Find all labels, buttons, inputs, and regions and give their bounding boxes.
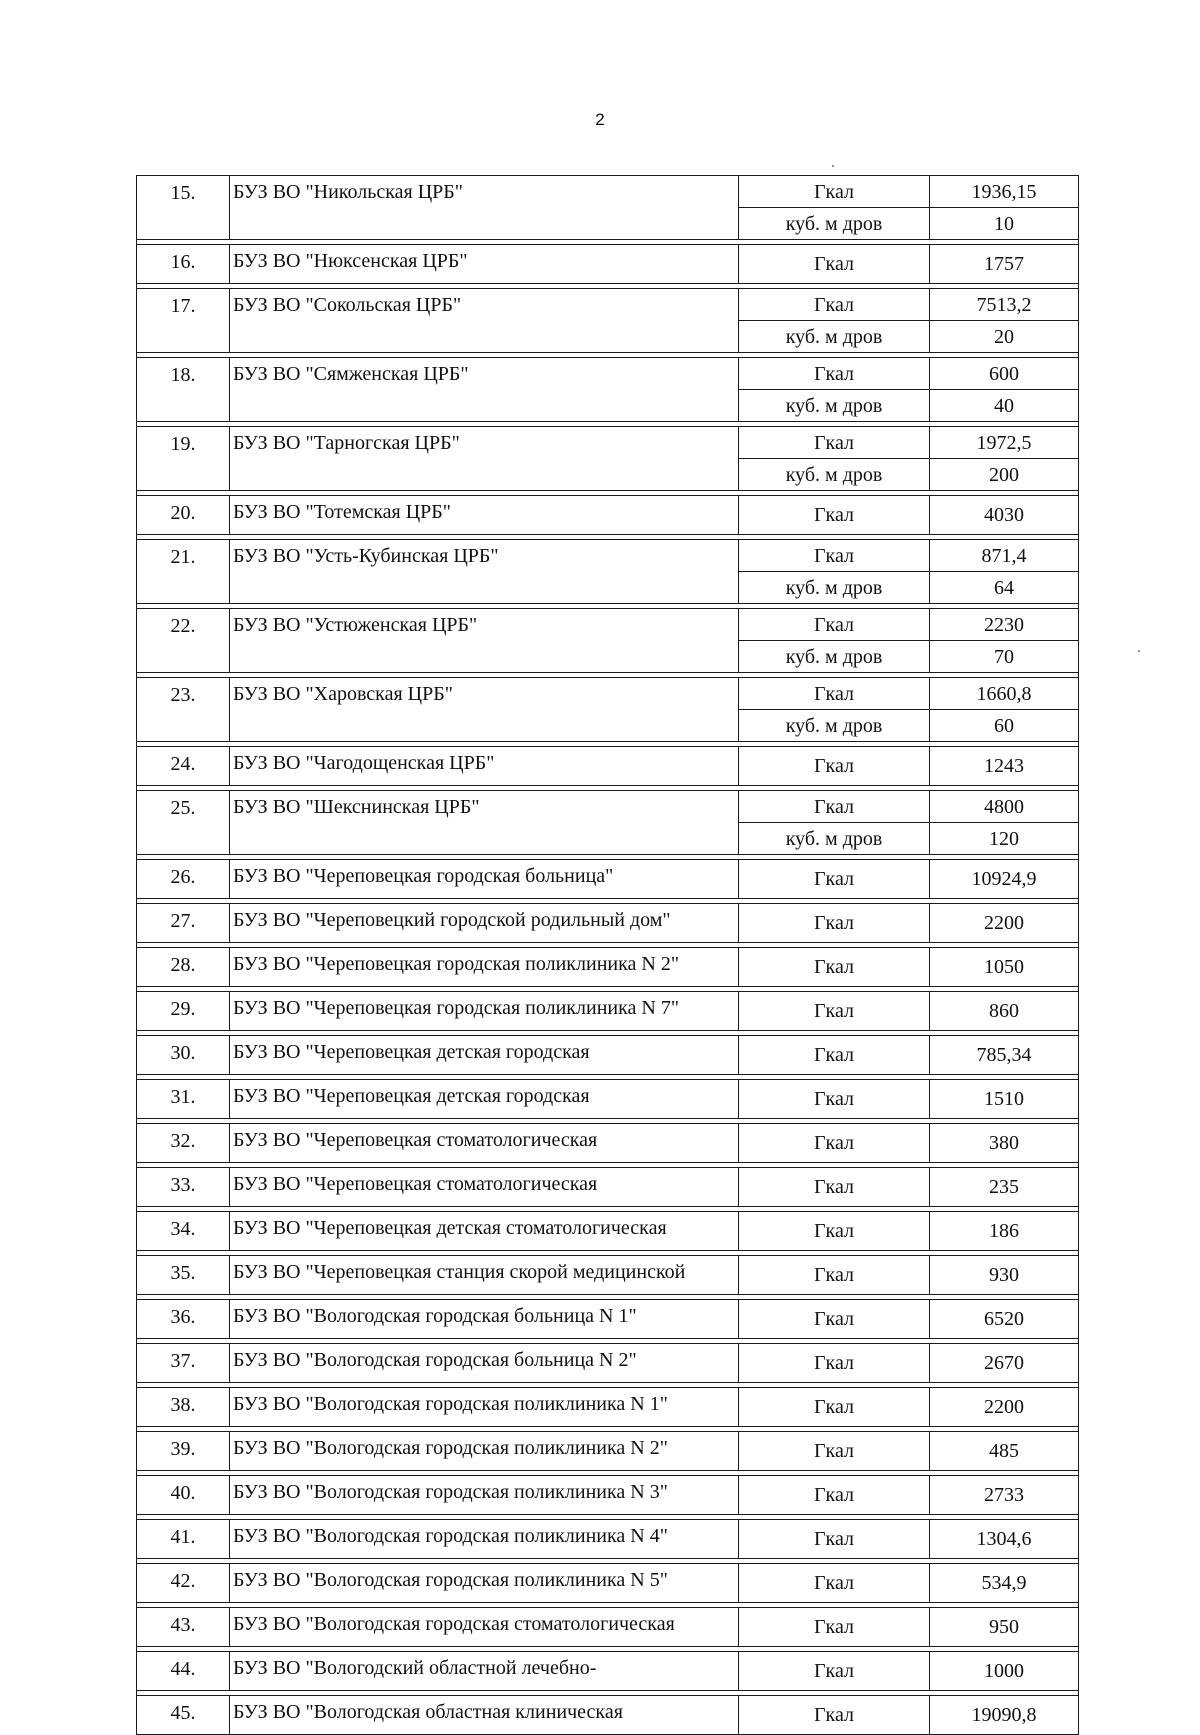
unit-cell: Гкал <box>739 747 930 786</box>
table-row <box>137 1388 1079 1427</box>
unit-cell: куб. м дров <box>739 321 930 353</box>
row-number: 24. <box>137 747 230 786</box>
institution-name: БУЗ ВО "Устюженская ЦРБ" <box>230 609 739 673</box>
unit-cell: Гкал <box>739 1476 930 1515</box>
institution-name: БУЗ ВО "Череповецкая детская стоматологическая <box>230 1212 739 1251</box>
institution-name: БУЗ ВО "Тарногская ЦРБ" <box>230 427 739 491</box>
institution-name: БУЗ ВО "Усть-Кубинская ЦРБ" <box>230 540 739 604</box>
unit-cell: Гкал <box>739 1652 930 1691</box>
value-cell: 1304,6 <box>930 1520 1079 1559</box>
unit-cell: Гкал <box>739 358 930 390</box>
institution-name: БУЗ ВО "Череповецкая станция скорой медицинской <box>230 1256 739 1295</box>
table-row <box>137 1432 1079 1471</box>
row-number: 21. <box>137 540 230 604</box>
value-cell: 2200 <box>930 904 1079 943</box>
table-row <box>137 1608 1079 1647</box>
unit-cell: Гкал <box>739 1036 930 1075</box>
row-number: 43. <box>137 1608 230 1647</box>
unit-cell: Гкал <box>739 1168 930 1207</box>
table-row <box>137 427 1079 459</box>
unit-cell: Гкал <box>739 1608 930 1647</box>
institution-name: БУЗ ВО "Вологодская городская больница N 2" <box>230 1344 739 1383</box>
institution-name: БУЗ ВО "Вологодский областной лечебно- <box>230 1652 739 1691</box>
unit-cell: Гкал <box>739 1696 930 1735</box>
institution-name: БУЗ ВО "Череповецкая городская больница" <box>230 860 739 899</box>
table-row <box>137 496 1079 535</box>
table-row <box>137 904 1079 943</box>
table-body <box>137 176 1079 1735</box>
value-cell: 380 <box>930 1124 1079 1163</box>
value-cell: 7513,2 <box>930 289 1079 321</box>
table-row <box>137 860 1079 899</box>
row-number: 44. <box>137 1652 230 1691</box>
value-cell: 950 <box>930 1608 1079 1647</box>
row-number: 26. <box>137 860 230 899</box>
institution-name: БУЗ ВО "Вологодская городская поликлиника N 2" <box>230 1432 739 1471</box>
table-row <box>137 540 1079 572</box>
unit-cell: Гкал <box>739 1432 930 1471</box>
value-cell: 40 <box>930 390 1079 422</box>
value-cell: 64 <box>930 572 1079 604</box>
value-cell: 235 <box>930 1168 1079 1207</box>
value-cell: 186 <box>930 1212 1079 1251</box>
value-cell: 60 <box>930 710 1079 742</box>
scan-speck <box>832 165 834 167</box>
unit-cell: Гкал <box>739 1080 930 1119</box>
institution-name: БУЗ ВО "Нюксенская ЦРБ" <box>230 245 739 284</box>
row-number: 16. <box>137 245 230 284</box>
institution-name: БУЗ ВО "Харовская ЦРБ" <box>230 678 739 742</box>
row-number: 19. <box>137 427 230 491</box>
institution-name: БУЗ ВО "Вологодская городская поликлиника N 3" <box>230 1476 739 1515</box>
table-row <box>137 678 1079 710</box>
row-number: 22. <box>137 609 230 673</box>
page-number: 2 <box>595 110 605 129</box>
unit-cell: Гкал <box>739 1212 930 1251</box>
unit-cell: Гкал <box>739 992 930 1031</box>
table-row <box>137 747 1079 786</box>
value-cell: 1757 <box>930 245 1079 284</box>
table-row <box>137 358 1079 390</box>
unit-cell: Гкал <box>739 1256 930 1295</box>
scan-speck <box>1138 650 1140 652</box>
row-number: 17. <box>137 289 230 353</box>
row-number: 39. <box>137 1432 230 1471</box>
unit-cell: Гкал <box>739 496 930 535</box>
value-cell: 2230 <box>930 609 1079 641</box>
value-cell: 2670 <box>930 1344 1079 1383</box>
unit-cell: куб. м дров <box>739 572 930 604</box>
row-number: 41. <box>137 1520 230 1559</box>
table-row <box>137 791 1079 823</box>
unit-cell: куб. м дров <box>739 823 930 855</box>
table-row <box>137 1212 1079 1251</box>
table-row <box>137 609 1079 641</box>
institution-name: БУЗ ВО "Череповецкий городской родильный дом" <box>230 904 739 943</box>
unit-cell: Гкал <box>739 791 930 823</box>
institution-name: БУЗ ВО "Чагодощенская ЦРБ" <box>230 747 739 786</box>
unit-cell: Гкал <box>739 1300 930 1339</box>
value-cell: 534,9 <box>930 1564 1079 1603</box>
unit-cell: куб. м дров <box>739 641 930 673</box>
row-number: 40. <box>137 1476 230 1515</box>
unit-cell: Гкал <box>739 1124 930 1163</box>
unit-cell: Гкал <box>739 245 930 284</box>
value-cell: 1510 <box>930 1080 1079 1119</box>
table-row <box>137 1080 1079 1119</box>
row-number: 23. <box>137 678 230 742</box>
row-number: 18. <box>137 358 230 422</box>
institution-name: БУЗ ВО "Вологодская городская поликлиника N 5" <box>230 1564 739 1603</box>
value-cell: 2733 <box>930 1476 1079 1515</box>
row-number: 28. <box>137 948 230 987</box>
table-row <box>137 1256 1079 1295</box>
table-row <box>137 992 1079 1031</box>
table-row <box>137 1476 1079 1515</box>
value-cell: 930 <box>930 1256 1079 1295</box>
value-cell: 485 <box>930 1432 1079 1471</box>
unit-cell: Гкал <box>739 948 930 987</box>
value-cell: 2200 <box>930 1388 1079 1427</box>
institution-name: БУЗ ВО "Череповецкая стоматологическая <box>230 1124 739 1163</box>
table-row <box>137 1652 1079 1691</box>
row-number: 32. <box>137 1124 230 1163</box>
value-cell: 1660,8 <box>930 678 1079 710</box>
unit-cell: Гкал <box>739 678 930 710</box>
row-number: 29. <box>137 992 230 1031</box>
unit-cell: Гкал <box>739 1344 930 1383</box>
row-number: 34. <box>137 1212 230 1251</box>
table-row <box>137 1124 1079 1163</box>
value-cell: 871,4 <box>930 540 1079 572</box>
table-row <box>137 1564 1079 1603</box>
institution-name: БУЗ ВО "Вологодская городская поликлиника N 1" <box>230 1388 739 1427</box>
institution-name: БУЗ ВО "Шекснинская ЦРБ" <box>230 791 739 855</box>
value-cell: 600 <box>930 358 1079 390</box>
row-number: 30. <box>137 1036 230 1075</box>
table-row <box>137 1036 1079 1075</box>
value-cell: 120 <box>930 823 1079 855</box>
table-row <box>137 948 1079 987</box>
institution-name: БУЗ ВО "Череповецкая городская поликлиника N 7" <box>230 992 739 1031</box>
institution-name: БУЗ ВО "Череповецкая детская городская <box>230 1036 739 1075</box>
unit-cell: Гкал <box>739 904 930 943</box>
value-cell: 20 <box>930 321 1079 353</box>
value-cell: 70 <box>930 641 1079 673</box>
row-number: 36. <box>137 1300 230 1339</box>
institution-name: БУЗ ВО "Сокольская ЦРБ" <box>230 289 739 353</box>
institution-name: БУЗ ВО "Никольская ЦРБ" <box>230 176 739 240</box>
table-row <box>137 1520 1079 1559</box>
institution-name: БУЗ ВО "Сямженская ЦРБ" <box>230 358 739 422</box>
value-cell: 1936,15 <box>930 176 1079 208</box>
fuel-consumption-table <box>136 175 1079 1735</box>
row-number: 35. <box>137 1256 230 1295</box>
unit-cell: Гкал <box>739 176 930 208</box>
value-cell: 4800 <box>930 791 1079 823</box>
value-cell: 1243 <box>930 747 1079 786</box>
value-cell: 10924,9 <box>930 860 1079 899</box>
unit-cell: куб. м дров <box>739 390 930 422</box>
value-cell: 10 <box>930 208 1079 240</box>
unit-cell: Гкал <box>739 427 930 459</box>
institution-name: БУЗ ВО "Вологодская областная клиническая <box>230 1696 739 1735</box>
table-row <box>137 289 1079 321</box>
row-number: 15. <box>137 176 230 240</box>
row-number: 20. <box>137 496 230 535</box>
institution-name: БУЗ ВО "Череповецкая городская поликлиника N 2" <box>230 948 739 987</box>
unit-cell: Гкал <box>739 540 930 572</box>
table-row <box>137 176 1079 208</box>
value-cell: 6520 <box>930 1300 1079 1339</box>
row-number: 25. <box>137 791 230 855</box>
institution-name: БУЗ ВО "Вологодская городская больница N 1" <box>230 1300 739 1339</box>
institution-name: БУЗ ВО "Череповецкая стоматологическая <box>230 1168 739 1207</box>
row-number: 42. <box>137 1564 230 1603</box>
unit-cell: Гкал <box>739 289 930 321</box>
institution-name: БУЗ ВО "Вологодская городская поликлиника N 4" <box>230 1520 739 1559</box>
value-cell: 1972,5 <box>930 427 1079 459</box>
unit-cell: куб. м дров <box>739 459 930 491</box>
table-row <box>137 245 1079 284</box>
value-cell: 785,34 <box>930 1036 1079 1075</box>
value-cell: 200 <box>930 459 1079 491</box>
value-cell: 4030 <box>930 496 1079 535</box>
value-cell: 860 <box>930 992 1079 1031</box>
row-number: 31. <box>137 1080 230 1119</box>
value-cell: 1000 <box>930 1652 1079 1691</box>
value-cell: 1050 <box>930 948 1079 987</box>
unit-cell: Гкал <box>739 609 930 641</box>
institution-name: БУЗ ВО "Череповецкая детская городская <box>230 1080 739 1119</box>
row-number: 27. <box>137 904 230 943</box>
value-cell: 19090,8 <box>930 1696 1079 1735</box>
row-number: 45. <box>137 1696 230 1735</box>
institution-name: БУЗ ВО "Вологодская городская стоматологическая <box>230 1608 739 1647</box>
unit-cell: Гкал <box>739 860 930 899</box>
table-row <box>137 1344 1079 1383</box>
unit-cell: Гкал <box>739 1520 930 1559</box>
unit-cell: куб. м дров <box>739 710 930 742</box>
table-row <box>137 1696 1079 1735</box>
table-row <box>137 1300 1079 1339</box>
row-number: 33. <box>137 1168 230 1207</box>
unit-cell: куб. м дров <box>739 208 930 240</box>
unit-cell: Гкал <box>739 1388 930 1427</box>
row-number: 37. <box>137 1344 230 1383</box>
unit-cell: Гкал <box>739 1564 930 1603</box>
table-row <box>137 1168 1079 1207</box>
row-number: 38. <box>137 1388 230 1427</box>
institution-name: БУЗ ВО "Тотемская ЦРБ" <box>230 496 739 535</box>
